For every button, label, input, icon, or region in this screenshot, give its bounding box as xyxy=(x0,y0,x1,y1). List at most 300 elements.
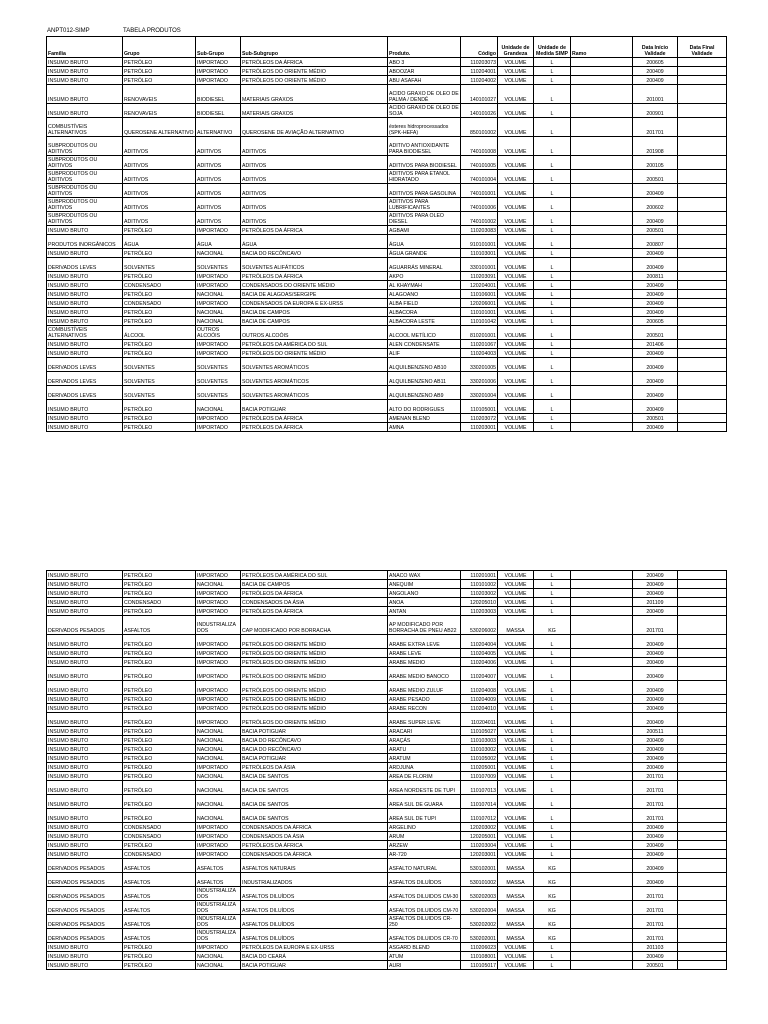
cell-subsubgrupo: PETRÓLEOS DA ÁFRICA xyxy=(241,423,388,432)
cell-ramo xyxy=(571,929,633,943)
cell-unidade-medida: L xyxy=(534,598,571,607)
table-row xyxy=(47,235,727,249)
cell-unidade-grandeza: VOLUME xyxy=(498,704,534,713)
cell-subgrupo: NACIONAL xyxy=(196,308,241,317)
cell-grupo: PETRÓLEO xyxy=(123,745,196,754)
cell-data-final xyxy=(678,198,727,212)
cell-codigo: 110204011 xyxy=(461,713,498,727)
cell-data-inicio: 200409 xyxy=(633,695,678,704)
cell-unidade-grandeza: VOLUME xyxy=(498,118,534,137)
cell-grupo: PETRÓLEO xyxy=(123,249,196,258)
cell-produto: ALIF xyxy=(388,349,461,358)
cell-data-final xyxy=(678,772,727,781)
cell-data-inicio: 200409 xyxy=(633,76,678,85)
cell-grupo: PETRÓLEO xyxy=(123,961,196,970)
cell-subgrupo: ASFALTOS xyxy=(196,873,241,887)
cell-grupo: PETRÓLEO xyxy=(123,571,196,580)
cell-codigo: 530202003 xyxy=(461,887,498,901)
cell-familia: INSUMO BRUTO xyxy=(47,400,123,414)
cell-codigo: 110206023 xyxy=(461,943,498,952)
cell-data-inicio: 200501 xyxy=(633,170,678,184)
cell-familia: INSUMO BRUTO xyxy=(47,340,123,349)
cell-grupo: ÁLCOOL xyxy=(123,326,196,340)
cell-subsubgrupo: PETRÓLEOS DA AMÉRICA DO SUL xyxy=(241,340,388,349)
col-codigo: Código xyxy=(461,37,498,58)
cell-subsubgrupo: PETRÓLEOS DA ÁFRICA xyxy=(241,58,388,67)
cell-unidade-grandeza: VOLUME xyxy=(498,414,534,423)
cell-unidade-medida: L xyxy=(534,658,571,667)
cell-grupo: PETRÓLEO xyxy=(123,727,196,736)
cell-unidade-grandeza: VOLUME xyxy=(498,961,534,970)
cell-subsubgrupo: PETRÓLEOS DO ORIENTE MÉDIO xyxy=(241,635,388,649)
cell-subgrupo: ÁGUA xyxy=(196,235,241,249)
cell-grupo: SOLVENTES xyxy=(123,386,196,400)
cell-data-final xyxy=(678,290,727,299)
cell-familia: INSUMO BRUTO xyxy=(47,349,123,358)
cell-data-final xyxy=(678,249,727,258)
cell-ramo xyxy=(571,212,633,226)
cell-subsubgrupo: ADITIVOS xyxy=(241,184,388,198)
cell-unidade-grandeza: VOLUME xyxy=(498,235,534,249)
cell-subgrupo: BIODIESEL xyxy=(196,85,241,104)
cell-subsubgrupo: BACIA DE SANTOS xyxy=(241,781,388,795)
cell-codigo: 120203001 xyxy=(461,850,498,859)
cell-familia: INSUMO BRUTO xyxy=(47,299,123,308)
cell-ramo xyxy=(571,85,633,104)
cell-codigo: 810201001 xyxy=(461,326,498,340)
cell-produto: ARATU xyxy=(388,745,461,754)
cell-data-final xyxy=(678,299,727,308)
cell-grupo: CONDENSADO xyxy=(123,850,196,859)
table-row xyxy=(47,754,727,763)
cell-ramo xyxy=(571,745,633,754)
cell-unidade-grandeza: VOLUME xyxy=(498,754,534,763)
cell-unidade-medida: L xyxy=(534,423,571,432)
table-row xyxy=(47,281,727,290)
cell-grupo: PETRÓLEO xyxy=(123,635,196,649)
cell-ramo xyxy=(571,695,633,704)
cell-data-inicio: 201701 xyxy=(633,887,678,901)
cell-subsubgrupo: PETRÓLEOS DA ÁFRICA xyxy=(241,414,388,423)
cell-familia: INSUMO BRUTO xyxy=(47,635,123,649)
cell-subgrupo: ADITIVOS xyxy=(196,212,241,226)
cell-unidade-medida: L xyxy=(534,841,571,850)
cell-unidade-grandeza: VOLUME xyxy=(498,184,534,198)
cell-ramo xyxy=(571,795,633,809)
cell-codigo: 110105027 xyxy=(461,727,498,736)
cell-subgrupo: IMPORTADO xyxy=(196,713,241,727)
cell-produto: ALQUILBENZENO AB11 xyxy=(388,372,461,386)
cell-subgrupo: ADITIVOS xyxy=(196,184,241,198)
cell-subsubgrupo: MATERIAIS GRAXOS xyxy=(241,104,388,118)
cell-ramo xyxy=(571,850,633,859)
cell-familia: INSUMO BRUTO xyxy=(47,589,123,598)
cell-unidade-grandeza: VOLUME xyxy=(498,727,534,736)
cell-subsubgrupo: ADITIVOS xyxy=(241,156,388,170)
cell-data-inicio: 200409 xyxy=(633,850,678,859)
cell-unidade-medida: L xyxy=(534,681,571,695)
cell-subsubgrupo: ADITIVOS xyxy=(241,170,388,184)
cell-data-inicio: 201701 xyxy=(633,781,678,795)
cell-subgrupo: ALTERNATIVO xyxy=(196,118,241,137)
cell-subsubgrupo: SOLVENTES AROMÁTICOS xyxy=(241,372,388,386)
cell-grupo: ASFALTOS xyxy=(123,929,196,943)
cell-unidade-medida: L xyxy=(534,635,571,649)
cell-data-inicio: 200409 xyxy=(633,952,678,961)
cell-subsubgrupo: CONDENSADOS DA ÁSIA xyxy=(241,832,388,841)
cell-data-inicio: 200501 xyxy=(633,414,678,423)
cell-grupo: PETRÓLEO xyxy=(123,704,196,713)
cell-subgrupo: IMPORTADO xyxy=(196,850,241,859)
cell-grupo: ADITIVOS xyxy=(123,137,196,156)
cell-grupo: SOLVENTES xyxy=(123,258,196,272)
cell-subgrupo: IMPORTADO xyxy=(196,571,241,580)
cell-familia: INSUMO BRUTO xyxy=(47,607,123,616)
cell-grupo: CONDENSADO xyxy=(123,832,196,841)
cell-data-inicio: 200409 xyxy=(633,358,678,372)
cell-subsubgrupo: ÁGUA xyxy=(241,235,388,249)
cell-codigo: 110103002 xyxy=(461,745,498,754)
cell-subgrupo: INDUSTRIALIZADOS xyxy=(196,616,241,635)
cell-familia: INSUMO BRUTO xyxy=(47,952,123,961)
cell-unidade-grandeza: VOLUME xyxy=(498,67,534,76)
cell-subgrupo: SOLVENTES xyxy=(196,372,241,386)
cell-data-inicio: 200605 xyxy=(633,317,678,326)
cell-data-inicio: 200409 xyxy=(633,400,678,414)
cell-data-inicio: 200409 xyxy=(633,704,678,713)
cell-produto: ARUM xyxy=(388,832,461,841)
table-row xyxy=(47,258,727,272)
cell-subsubgrupo: INDUSTRIALIZADOS xyxy=(241,873,388,887)
col-grupo: Grupo xyxy=(123,37,196,58)
cell-data-final xyxy=(678,616,727,635)
cell-produto: ARABE PESADO xyxy=(388,695,461,704)
cell-familia: SUBPRODUTOS OU ADITIVOS xyxy=(47,137,123,156)
cell-codigo: 530202004 xyxy=(461,901,498,915)
col-familia: Família xyxy=(47,37,123,58)
cell-unidade-grandeza: VOLUME xyxy=(498,372,534,386)
cell-data-inicio: 200501 xyxy=(633,961,678,970)
cell-ramo xyxy=(571,414,633,423)
table-row xyxy=(47,943,727,952)
cell-familia: PRODUTOS INORGÂNICOS xyxy=(47,235,123,249)
cell-codigo: 120205001 xyxy=(461,832,498,841)
cell-ramo xyxy=(571,249,633,258)
cell-produto: ALAGOANO xyxy=(388,290,461,299)
cell-codigo: 110101002 xyxy=(461,580,498,589)
cell-produto: ARGELINO xyxy=(388,823,461,832)
cell-unidade-grandeza: VOLUME xyxy=(498,423,534,432)
cell-subsubgrupo: BACIA DO RECÔNCAVO xyxy=(241,249,388,258)
cell-data-final xyxy=(678,763,727,772)
cell-produto: ANTAN xyxy=(388,607,461,616)
cell-familia: INSUMO BRUTO xyxy=(47,704,123,713)
cell-produto: ABU ASAFAH xyxy=(388,76,461,85)
cell-ramo xyxy=(571,170,633,184)
cell-subgrupo: IMPORTADO xyxy=(196,841,241,850)
cell-data-final xyxy=(678,859,727,873)
cell-data-inicio: 200409 xyxy=(633,658,678,667)
cell-unidade-grandeza: VOLUME xyxy=(498,104,534,118)
cell-subgrupo: IMPORTADO xyxy=(196,67,241,76)
cell-unidade-grandeza: VOLUME xyxy=(498,198,534,212)
cell-data-final xyxy=(678,272,727,281)
table-row xyxy=(47,372,727,386)
cell-codigo: 110107013 xyxy=(461,781,498,795)
cell-familia: INSUMO BRUTO xyxy=(47,772,123,781)
cell-subgrupo: SOLVENTES xyxy=(196,386,241,400)
cell-data-inicio: 201103 xyxy=(633,943,678,952)
cell-codigo: 330201006 xyxy=(461,372,498,386)
cell-unidade-medida: L xyxy=(534,58,571,67)
cell-data-final xyxy=(678,85,727,104)
cell-subgrupo: IMPORTADO xyxy=(196,281,241,290)
cell-codigo: 110205001 xyxy=(461,763,498,772)
cell-data-inicio: 200409 xyxy=(633,258,678,272)
cell-subsubgrupo: OUTROS ALCOÓIS xyxy=(241,326,388,340)
cell-ramo xyxy=(571,226,633,235)
cell-unidade-grandeza: VOLUME xyxy=(498,317,534,326)
cell-data-final xyxy=(678,258,727,272)
cell-unidade-medida: L xyxy=(534,85,571,104)
cell-familia: DERIVADOS PESADOS xyxy=(47,915,123,929)
cell-unidade-grandeza: VOLUME xyxy=(498,58,534,67)
cell-unidade-medida: L xyxy=(534,695,571,704)
cell-grupo: CONDENSADO xyxy=(123,281,196,290)
cell-ramo xyxy=(571,681,633,695)
table-row xyxy=(47,317,727,326)
cell-subsubgrupo: ASFALTOS NATURAIS xyxy=(241,859,388,873)
cell-ramo xyxy=(571,823,633,832)
cell-data-inicio: 200409 xyxy=(633,580,678,589)
cell-unidade-medida: L xyxy=(534,76,571,85)
cell-subgrupo: NACIONAL xyxy=(196,781,241,795)
table-row xyxy=(47,170,727,184)
cell-produto: ASFALTOS DILUIDOS CM-70 xyxy=(388,901,461,915)
cell-codigo: 110107012 xyxy=(461,809,498,823)
cell-data-final xyxy=(678,781,727,795)
cell-grupo: SOLVENTES xyxy=(123,372,196,386)
cell-produto: ASFALTOS DILUIDOS CM-30 xyxy=(388,887,461,901)
cell-produto: AGUARRÁS MINERAL xyxy=(388,258,461,272)
cell-ramo xyxy=(571,607,633,616)
cell-produto: ARABE MEDIO ZULUF xyxy=(388,681,461,695)
cell-familia: INSUMO BRUTO xyxy=(47,850,123,859)
cell-subgrupo: IMPORTADO xyxy=(196,943,241,952)
cell-subgrupo: INDUSTRIALIZADOS xyxy=(196,901,241,915)
cell-subgrupo: IMPORTADO xyxy=(196,349,241,358)
cell-familia: INSUMO BRUTO xyxy=(47,67,123,76)
cell-ramo xyxy=(571,235,633,249)
cell-ramo xyxy=(571,400,633,414)
cell-ramo xyxy=(571,580,633,589)
cell-data-final xyxy=(678,943,727,952)
cell-subgrupo: IMPORTADO xyxy=(196,414,241,423)
cell-familia: INSUMO BRUTO xyxy=(47,695,123,704)
cell-familia: INSUMO BRUTO xyxy=(47,795,123,809)
table-row xyxy=(47,358,727,372)
cell-data-inicio: 201109 xyxy=(633,598,678,607)
cell-subsubgrupo: ASFALTOS DILUÍDOS xyxy=(241,915,388,929)
cell-unidade-grandeza: VOLUME xyxy=(498,272,534,281)
cell-produto: ARABE LEVE xyxy=(388,649,461,658)
cell-subgrupo: NACIONAL xyxy=(196,809,241,823)
col-subgrupo: Sub-Grupo xyxy=(196,37,241,58)
cell-subgrupo: IMPORTADO xyxy=(196,681,241,695)
cell-produto: ANOA xyxy=(388,598,461,607)
cell-data-final xyxy=(678,832,727,841)
cell-data-inicio: 200409 xyxy=(633,823,678,832)
cell-data-inicio: 201701 xyxy=(633,772,678,781)
cell-subsubgrupo: PETRÓLEOS DA ÁFRICA xyxy=(241,589,388,598)
cell-subgrupo: ADITIVOS xyxy=(196,170,241,184)
cell-unidade-grandeza: VOLUME xyxy=(498,681,534,695)
cell-grupo: PETRÓLEO xyxy=(123,667,196,681)
cell-codigo: 110204005 xyxy=(461,649,498,658)
cell-unidade-grandeza: VOLUME xyxy=(498,226,534,235)
cell-familia: SUBPRODUTOS OU ADITIVOS xyxy=(47,198,123,212)
table-row xyxy=(47,85,727,104)
table-row xyxy=(47,76,727,85)
cell-codigo: 120206001 xyxy=(461,299,498,308)
cell-ramo xyxy=(571,952,633,961)
cell-codigo: 110203091 xyxy=(461,272,498,281)
cell-ramo xyxy=(571,571,633,580)
cell-codigo: 110105017 xyxy=(461,961,498,970)
cell-codigo: 110204010 xyxy=(461,704,498,713)
cell-ramo xyxy=(571,76,633,85)
cell-unidade-grandeza: VOLUME xyxy=(498,349,534,358)
cell-codigo: 110204009 xyxy=(461,695,498,704)
cell-subsubgrupo: PETRÓLEOS DA ÁFRICA xyxy=(241,841,388,850)
cell-subsubgrupo: BACIA DO CEARÁ xyxy=(241,952,388,961)
cell-data-final xyxy=(678,423,727,432)
cell-produto: AREA SUL DE TUPI xyxy=(388,809,461,823)
table-row xyxy=(47,571,727,580)
cell-codigo: 140101026 xyxy=(461,104,498,118)
cell-data-inicio: 200409 xyxy=(633,713,678,727)
cell-codigo: 110105002 xyxy=(461,754,498,763)
cell-unidade-grandeza: MASSA xyxy=(498,929,534,943)
cell-unidade-medida: L xyxy=(534,727,571,736)
cell-data-inicio: 200409 xyxy=(633,873,678,887)
cell-produto: ARABE RECON xyxy=(388,704,461,713)
cell-codigo: 110101042 xyxy=(461,317,498,326)
cell-subsubgrupo: CONDENSADOS DA ÁSIA xyxy=(241,598,388,607)
cell-codigo: 910101001 xyxy=(461,235,498,249)
cell-grupo: RENOVAVEIS xyxy=(123,85,196,104)
cell-subgrupo: ADITIVOS xyxy=(196,198,241,212)
cell-grupo: PETRÓLEO xyxy=(123,76,196,85)
table-row xyxy=(47,873,727,887)
cell-data-final xyxy=(678,745,727,754)
cell-ramo xyxy=(571,887,633,901)
cell-familia: INSUMO BRUTO xyxy=(47,841,123,850)
table-row xyxy=(47,616,727,635)
cell-subsubgrupo: SOLVENTES ALIFÁTICOS xyxy=(241,258,388,272)
cell-subgrupo: IMPORTADO xyxy=(196,340,241,349)
table-row xyxy=(47,58,727,67)
cell-produto: ARZEW xyxy=(388,841,461,850)
cell-produto: ALBACORA xyxy=(388,308,461,317)
cell-data-final xyxy=(678,887,727,901)
table-row xyxy=(47,736,727,745)
cell-subgrupo: NACIONAL xyxy=(196,727,241,736)
cell-data-final xyxy=(678,809,727,823)
cell-ramo xyxy=(571,859,633,873)
cell-ramo xyxy=(571,340,633,349)
col-unidade-grandeza: Unidade de Grandeza xyxy=(498,37,534,58)
cell-grupo: PETRÓLEO xyxy=(123,67,196,76)
cell-produto: ALBACORA LESTE xyxy=(388,317,461,326)
cell-subsubgrupo: PETRÓLEOS DO ORIENTE MÉDIO xyxy=(241,649,388,658)
cell-data-final xyxy=(678,400,727,414)
cell-subsubgrupo: ASFALTOS DILUÍDOS xyxy=(241,901,388,915)
cell-codigo: 850101002 xyxy=(461,118,498,137)
cell-familia: INSUMO BRUTO xyxy=(47,76,123,85)
cell-ramo xyxy=(571,736,633,745)
cell-ramo xyxy=(571,290,633,299)
cell-subsubgrupo: PETRÓLEOS DA EUROPA E EX-URSS xyxy=(241,943,388,952)
cell-grupo: ASFALTOS xyxy=(123,901,196,915)
cell-unidade-grandeza: VOLUME xyxy=(498,589,534,598)
cell-subgrupo: IMPORTADO xyxy=(196,272,241,281)
cell-produto: ALQUILBENZENO AB10 xyxy=(388,358,461,372)
cell-data-final xyxy=(678,823,727,832)
cell-codigo: 740101001 xyxy=(461,184,498,198)
cell-grupo: CONDENSADO xyxy=(123,299,196,308)
cell-data-final xyxy=(678,841,727,850)
cell-unidade-medida: L xyxy=(534,156,571,170)
cell-unidade-medida: L xyxy=(534,67,571,76)
cell-unidade-medida: L xyxy=(534,754,571,763)
cell-subsubgrupo: PETRÓLEOS DO ORIENTE MÉDIO xyxy=(241,695,388,704)
table-row xyxy=(47,952,727,961)
cell-codigo: 530102001 xyxy=(461,859,498,873)
cell-subgrupo: NACIONAL xyxy=(196,736,241,745)
table-row xyxy=(47,704,727,713)
cell-familia: INSUMO BRUTO xyxy=(47,580,123,589)
cell-codigo: 110107014 xyxy=(461,795,498,809)
cell-familia: DERIVADOS LEVES xyxy=(47,258,123,272)
cell-subsubgrupo: BACIA POTIGUAR xyxy=(241,727,388,736)
cell-codigo: 110204008 xyxy=(461,681,498,695)
cell-codigo: 110201001 xyxy=(461,571,498,580)
cell-subsubgrupo: CONDENSADOS DO ORIENTE MÉDIO xyxy=(241,281,388,290)
cell-data-inicio: 200409 xyxy=(633,589,678,598)
cell-codigo: 110203083 xyxy=(461,226,498,235)
cell-data-final xyxy=(678,649,727,658)
cell-unidade-medida: KG xyxy=(534,873,571,887)
cell-unidade-medida: L xyxy=(534,649,571,658)
cell-codigo: 110204004 xyxy=(461,635,498,649)
cell-data-inicio: 200511 xyxy=(633,727,678,736)
cell-unidade-grandeza: MASSA xyxy=(498,915,534,929)
cell-codigo: 110203002 xyxy=(461,589,498,598)
table-row xyxy=(47,745,727,754)
table-row xyxy=(47,589,727,598)
cell-grupo: ADITIVOS xyxy=(123,170,196,184)
cell-subsubgrupo: CAP MODIFICADO POR BORRACHA xyxy=(241,616,388,635)
cell-codigo: 740101002 xyxy=(461,212,498,226)
cell-unidade-grandeza: VOLUME xyxy=(498,400,534,414)
cell-unidade-grandeza: VOLUME xyxy=(498,745,534,754)
cell-codigo: 120204001 xyxy=(461,281,498,290)
table-row xyxy=(47,859,727,873)
cell-subsubgrupo: ASFALTOS DILUÍDOS xyxy=(241,887,388,901)
table-row xyxy=(47,727,727,736)
cell-data-inicio: 200409 xyxy=(633,681,678,695)
